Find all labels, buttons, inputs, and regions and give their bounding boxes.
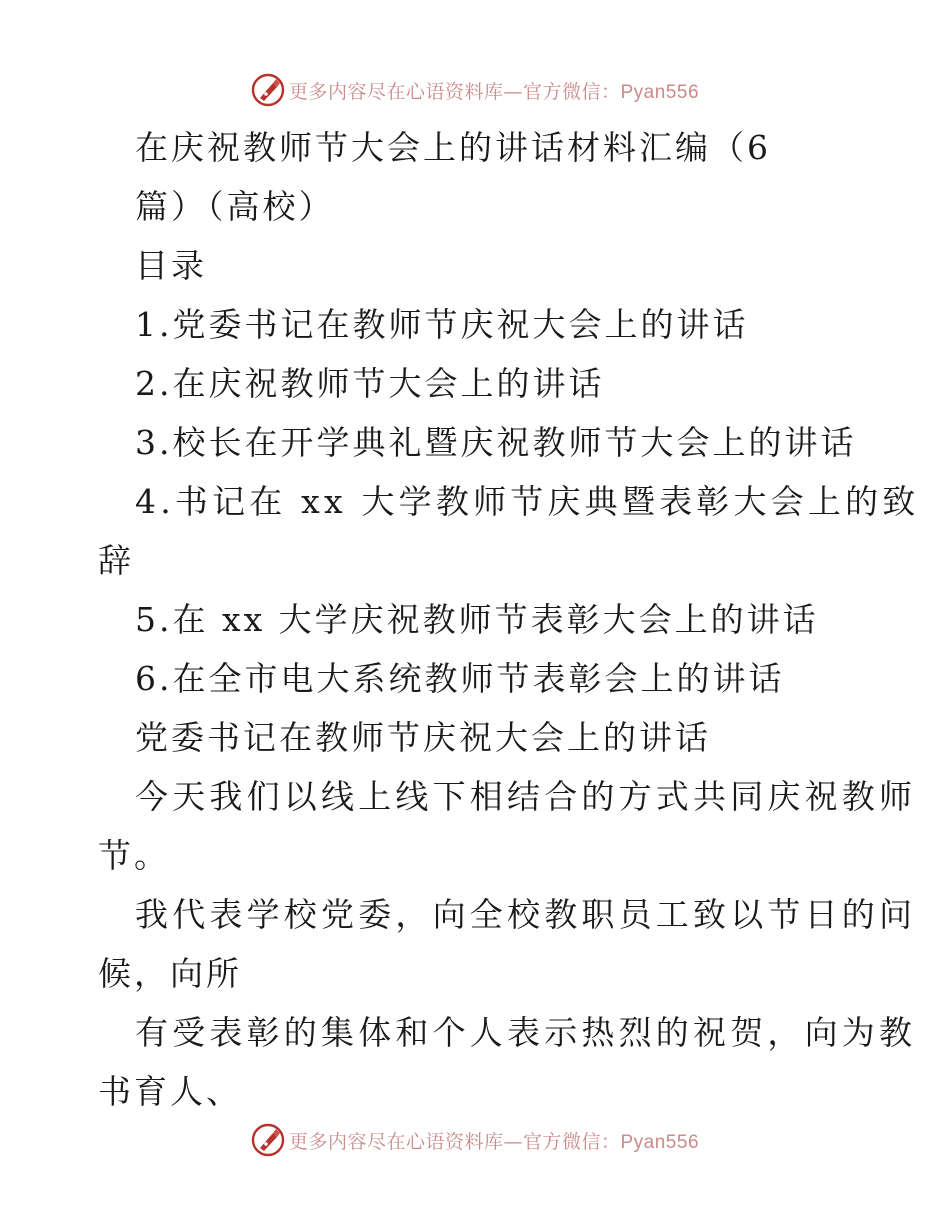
- watermark-wechat-id: Pyan556: [620, 1131, 700, 1153]
- pen-nib-logo-icon: [251, 1123, 285, 1157]
- toc-heading: 目录: [135, 246, 207, 285]
- toc-item-3: 3.校长在开学典礼暨庆祝教师节大会上的讲话: [135, 423, 857, 462]
- header-watermark: [0, 70, 950, 110]
- toc-item-4: 4.书记在 xx 大学教师节庆典暨表彰大会上的致: [135, 482, 920, 521]
- toc-item-2: 2.在庆祝教师节大会上的讲话: [135, 364, 605, 403]
- section-title: 党委书记在教师节庆祝大会上的讲话: [135, 718, 711, 757]
- toc-item-5: 5.在 xx 大学庆祝教师节表彰大会上的讲话: [135, 600, 819, 639]
- doc-title-line-2: 篇）（高校）: [135, 187, 335, 226]
- body-paragraph-line: 候，向所: [98, 954, 242, 993]
- watermark-wechat-id: Pyan556: [620, 81, 700, 103]
- pen-nib-logo-icon: [251, 73, 285, 107]
- body-paragraph-line: 节。: [98, 836, 170, 875]
- toc-item-4-cont: 辞: [98, 541, 134, 580]
- body-paragraph-line: 今天我们以线上线下相结合的方式共同庆祝教师: [135, 777, 917, 816]
- watermark-text: 更多内容尽在心语资料库—官方微信：: [288, 80, 621, 103]
- doc-title-line-1: 在庆祝教师节大会上的讲话材料汇编（6: [135, 128, 771, 167]
- toc-item-6: 6.在全市电大系统教师节表彰会上的讲话: [135, 659, 785, 698]
- body-paragraph-line: 我代表学校党委，向全校教职员工致以节日的问: [135, 895, 917, 934]
- footer-watermark: [0, 1120, 950, 1160]
- toc-item-1: 1.党委书记在教师节庆祝大会上的讲话: [135, 305, 749, 344]
- body-paragraph-line: 书育人、: [98, 1072, 242, 1111]
- body-paragraph-line: 有受表彰的集体和个人表示热烈的祝贺，向为教: [135, 1013, 917, 1052]
- watermark-text: 更多内容尽在心语资料库—官方微信：: [288, 1130, 621, 1153]
- document-body: [98, 118, 920, 1121]
